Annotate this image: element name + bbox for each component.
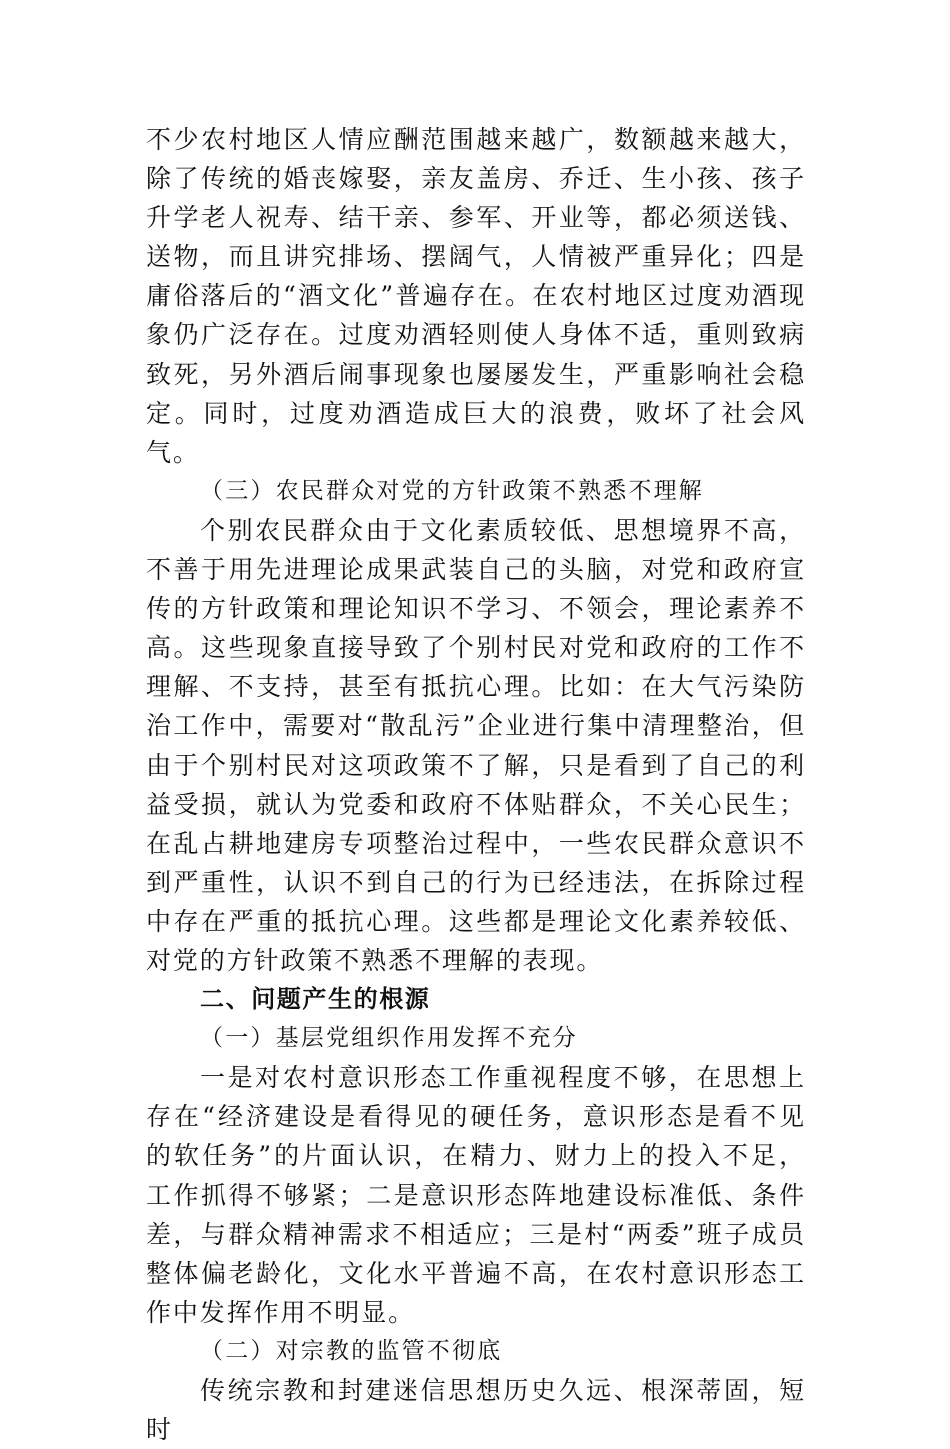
section-heading-2: 二、问题产生的根源 <box>200 985 431 1014</box>
body-paragraph-4: 传统宗教和封建迷信思想历史久远、根深蒂固，短时 <box>146 1376 806 1445</box>
subheading-2: （二）对宗教的监管不彻底 <box>200 1337 503 1364</box>
body-paragraph-2: 个别农民群众由于文化素质较低、思想境界不高，不善于用先进理论成果武装自己的头脑，对党和政府宣传的方针政策和理论知识不学习、不领会，理论素养不高。这些现象直接导致了个别村民对党和政府的工作不理解、不支持，甚至有抵抗心理。比如：在大气污染防治工作中，需要对“散乱污”企业进行集中清理整治，但由于个别村民对这项政策不了解，只是看到了自己的利益受损，就认为党委和政府不体贴群众，不关心民生；在乱占耕地建房专项整治过程中，一些农民群众意识不到严重性，认识不到自己的行为已经违法，在拆除过程中存在严重的抵抗心理。这些都是理论文化素养较低、对党的方针政策不熟悉不理解的表现。 <box>146 515 806 975</box>
body-paragraph-1: 不少农村地区人情应酬范围越来越广，数额越来越大，除了传统的婚丧嫁娶，亲友盖房、乔迁、生小孩、孩子升学老人祝寿、结干亲、参军、开业等，都必须送钱、送物，而且讲究排场、摆阔气，人情被严重异化；四是庸俗落后的“酒文化”普遍存在。在农村地区过度劝酒现象仍广泛存在。过度劝酒轻则使人身体不适，重则致病致死，另外酒后闹事现象也屡屡发生，严重影响社会稳定。同时，过度劝酒造成巨大的浪费，败坏了社会风气。 <box>146 125 806 467</box>
subheading-1: （一）基层党组织作用发挥不充分 <box>200 1025 578 1052</box>
subheading-3: （三）农民群众对党的方针政策不熟悉不理解 <box>200 477 704 504</box>
body-paragraph-3: 一是对农村意识形态工作重视程度不够，在思想上存在“经济建设是看得见的硬任务，意识形态是看不见的软任务”的片面认识，在精力、财力上的投入不足，工作抓得不够紧；二是意识形态阵地建设标准低、条件差，与群众精神需求不相适应；三是村“两委”班子成员整体偏老龄化，文化水平普遍不高，在农村意识形态工作中发挥作用不明显。 <box>146 1063 806 1327</box>
document-page <box>146 120 806 1449</box>
